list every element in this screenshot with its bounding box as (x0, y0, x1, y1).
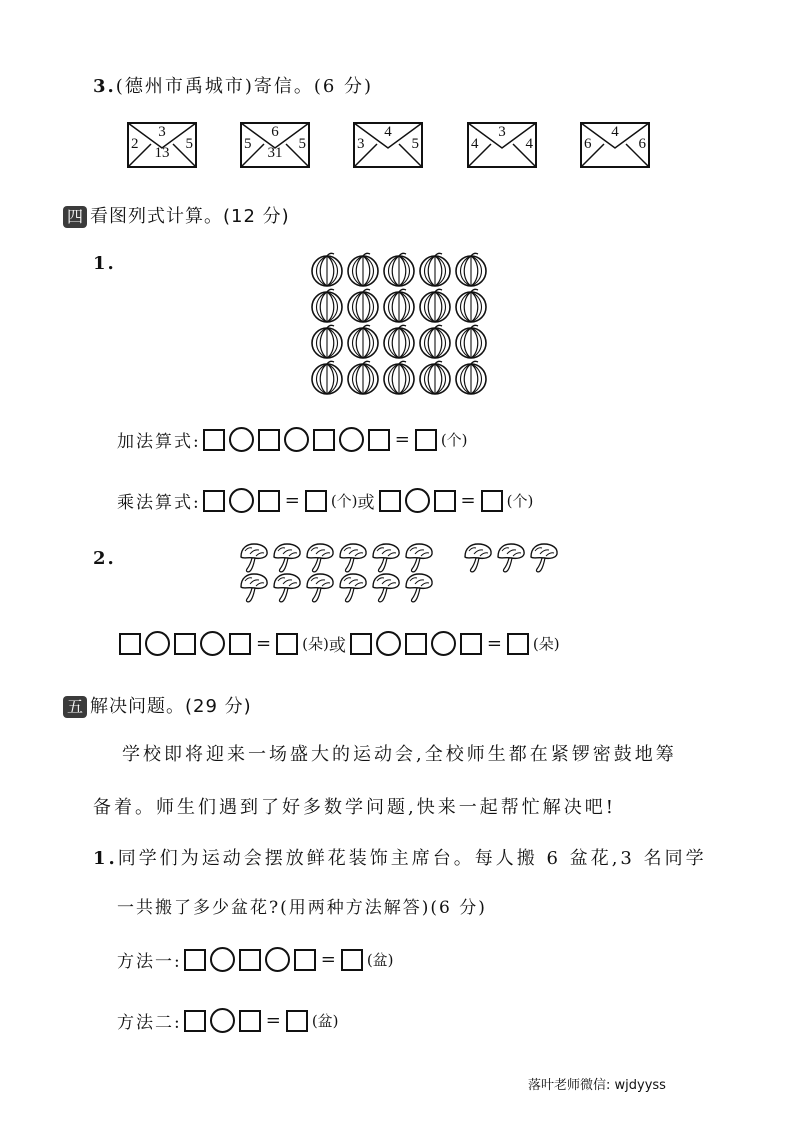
equals-sign: = (394, 429, 410, 450)
envelope-left-num: 3 (357, 136, 365, 152)
flower-icon (340, 544, 366, 572)
flower-icon (340, 574, 366, 602)
operator-circle[interactable] (145, 631, 170, 656)
operator-circle[interactable] (431, 631, 456, 656)
answer-box[interactable] (184, 1010, 206, 1032)
equals-sign: = (265, 1010, 281, 1031)
s5q1-number: 1. (93, 848, 118, 869)
answer-box[interactable] (368, 429, 390, 451)
addition-label: 加法算式: (117, 432, 201, 452)
operator-circle[interactable] (339, 427, 364, 452)
envelope-left-num: 5 (244, 136, 252, 152)
multiplication-label: 乘法算式: (117, 493, 201, 513)
multiplication-equation (117, 488, 533, 513)
answer-box[interactable] (203, 429, 225, 451)
envelope-left-num: 6 (584, 136, 592, 152)
unit-label: (个) (440, 431, 468, 449)
answer-box[interactable] (313, 429, 335, 451)
watermelon-icon (456, 325, 486, 358)
watermelon-icon (384, 325, 414, 358)
flower-icon (531, 544, 557, 572)
watermelon-icon (420, 253, 450, 286)
equals-sign: = (256, 633, 272, 654)
envelope (127, 122, 197, 168)
method1-label: 方法一: (117, 952, 182, 972)
operator-circle[interactable] (405, 488, 430, 513)
s4q2-number: 2. (93, 548, 116, 569)
envelope-top-num: 3 (158, 124, 166, 140)
flower-icon (373, 544, 399, 572)
envelope-bottom-num: 13 (154, 145, 170, 161)
answer-box[interactable] (258, 490, 280, 512)
unit-label: (盆) (366, 951, 394, 969)
equals-sign: = (460, 490, 476, 511)
section4-badge: 四 (63, 206, 87, 228)
flower-icon (498, 544, 524, 572)
envelope-left-num: 2 (131, 136, 139, 152)
answer-box[interactable] (434, 490, 456, 512)
watermelon-icon (456, 253, 486, 286)
flower-icon (274, 574, 300, 602)
envelope (353, 122, 423, 168)
envelope-right-num: 4 (525, 136, 533, 152)
unit-label: (朵) (532, 635, 560, 653)
answer-box[interactable] (305, 490, 327, 512)
q3-number: 3. (93, 76, 116, 97)
flower-icon (307, 544, 333, 572)
answer-box[interactable] (286, 1010, 308, 1032)
answer-box[interactable] (239, 1010, 261, 1032)
answer-box[interactable] (184, 949, 206, 971)
watermelon-icon (348, 289, 378, 322)
operator-circle[interactable] (200, 631, 225, 656)
unit-label: (个) (506, 492, 534, 510)
flower-icon (406, 574, 432, 602)
answer-box[interactable] (460, 633, 482, 655)
operator-circle[interactable] (376, 631, 401, 656)
watermelon-icon (312, 253, 342, 286)
operator-circle[interactable] (265, 947, 290, 972)
watermelon-icon (312, 289, 342, 322)
envelope-right-num: 5 (411, 136, 419, 152)
envelope-right-num: 5 (185, 136, 193, 152)
answer-box[interactable] (350, 633, 372, 655)
section5-title: 解决问题。(29 分) (90, 696, 252, 717)
method1-equation (117, 947, 394, 972)
answer-box[interactable] (203, 490, 225, 512)
footer-contact: 落叶老师微信: wjdyyss (528, 1078, 666, 1093)
watermelon-icon (420, 289, 450, 322)
or-label: 或 (328, 636, 348, 656)
section4-title: 看图列式计算。(12 分) (90, 206, 290, 227)
answer-box[interactable] (415, 429, 437, 451)
flower-equation (117, 631, 560, 656)
envelope-top-num: 3 (498, 124, 506, 140)
watermelon-icon (420, 361, 450, 394)
answer-box[interactable] (294, 949, 316, 971)
envelope (240, 122, 310, 168)
operator-circle[interactable] (210, 1008, 235, 1033)
watermelon-icon (456, 361, 486, 394)
watermelon-icon (348, 325, 378, 358)
answer-box[interactable] (119, 633, 141, 655)
envelope-bottom-num: 31 (267, 145, 283, 161)
answer-box[interactable] (507, 633, 529, 655)
unit-label: (盆) (311, 1012, 339, 1030)
flower-icon (274, 544, 300, 572)
answer-box[interactable] (405, 633, 427, 655)
watermelon-icon (384, 289, 414, 322)
operator-circle[interactable] (229, 427, 254, 452)
q3-line (93, 72, 373, 98)
envelope-top-num: 6 (271, 124, 279, 140)
addition-equation (117, 427, 468, 452)
envelope-left-num: 4 (471, 136, 479, 152)
envelope-top-num: 4 (384, 124, 392, 140)
operator-circle[interactable] (284, 427, 309, 452)
watermelon-icon (420, 325, 450, 358)
envelope (467, 122, 537, 168)
or-label: 或 (357, 493, 377, 513)
answer-box[interactable] (276, 633, 298, 655)
watermelon-icon (312, 361, 342, 394)
equals-sign: = (284, 490, 300, 511)
flower-icon (241, 574, 267, 602)
answer-box[interactable] (258, 429, 280, 451)
section4-header (63, 202, 290, 228)
unit-label: (个) (330, 492, 358, 510)
watermelon-icon (456, 289, 486, 322)
flower-group (238, 543, 560, 605)
unit-label: (朵) (302, 635, 329, 653)
watermelon-icon (312, 325, 342, 358)
section5-badge: 五 (63, 696, 87, 718)
watermelon-grid (308, 252, 490, 398)
flower-icon (373, 574, 399, 602)
s5q1-line-1 (93, 844, 707, 870)
answer-box[interactable] (379, 490, 401, 512)
envelope-top-num: 4 (611, 124, 619, 140)
section5-header (63, 692, 252, 718)
s4q1-number: 1. (93, 253, 116, 274)
flower-icon (307, 574, 333, 602)
answer-box[interactable] (229, 633, 251, 655)
method2-equation (117, 1008, 339, 1033)
operator-circle[interactable] (229, 488, 254, 513)
answer-box[interactable] (341, 949, 363, 971)
equals-sign: = (320, 949, 336, 970)
flower-icon (465, 544, 491, 572)
envelope-right-num: 6 (638, 136, 646, 152)
q3-text: (德州市禹城市)寄信。(6 分) (115, 76, 374, 97)
method2-label: 方法二: (117, 1013, 182, 1033)
watermelon-icon (348, 361, 378, 394)
flower-icon (241, 544, 267, 572)
envelope (580, 122, 650, 168)
watermelon-icon (384, 253, 414, 286)
watermelon-icon (348, 253, 378, 286)
flower-icon (406, 544, 432, 572)
equals-sign: = (486, 633, 502, 654)
answer-box[interactable] (481, 490, 503, 512)
intro-line-1: 学校即将迎来一场盛大的运动会,全校师生都在紧锣密鼓地筹 (122, 744, 677, 765)
operator-circle[interactable] (210, 947, 235, 972)
intro-line-2: 备着。师生们遇到了好多数学问题,快来一起帮忙解决吧! (93, 797, 616, 818)
answer-box[interactable] (174, 633, 196, 655)
s5q1-line-2: 一共搬了多少盆花?(用两种方法解答)(6 分) (117, 898, 487, 918)
answer-box[interactable] (239, 949, 261, 971)
s5q1-text-1: 同学们为运动会摆放鲜花装饰主席台。每人搬 6 盆花,3 名同学 (117, 848, 707, 869)
envelope-right-num: 5 (298, 136, 306, 152)
watermelon-icon (384, 361, 414, 394)
